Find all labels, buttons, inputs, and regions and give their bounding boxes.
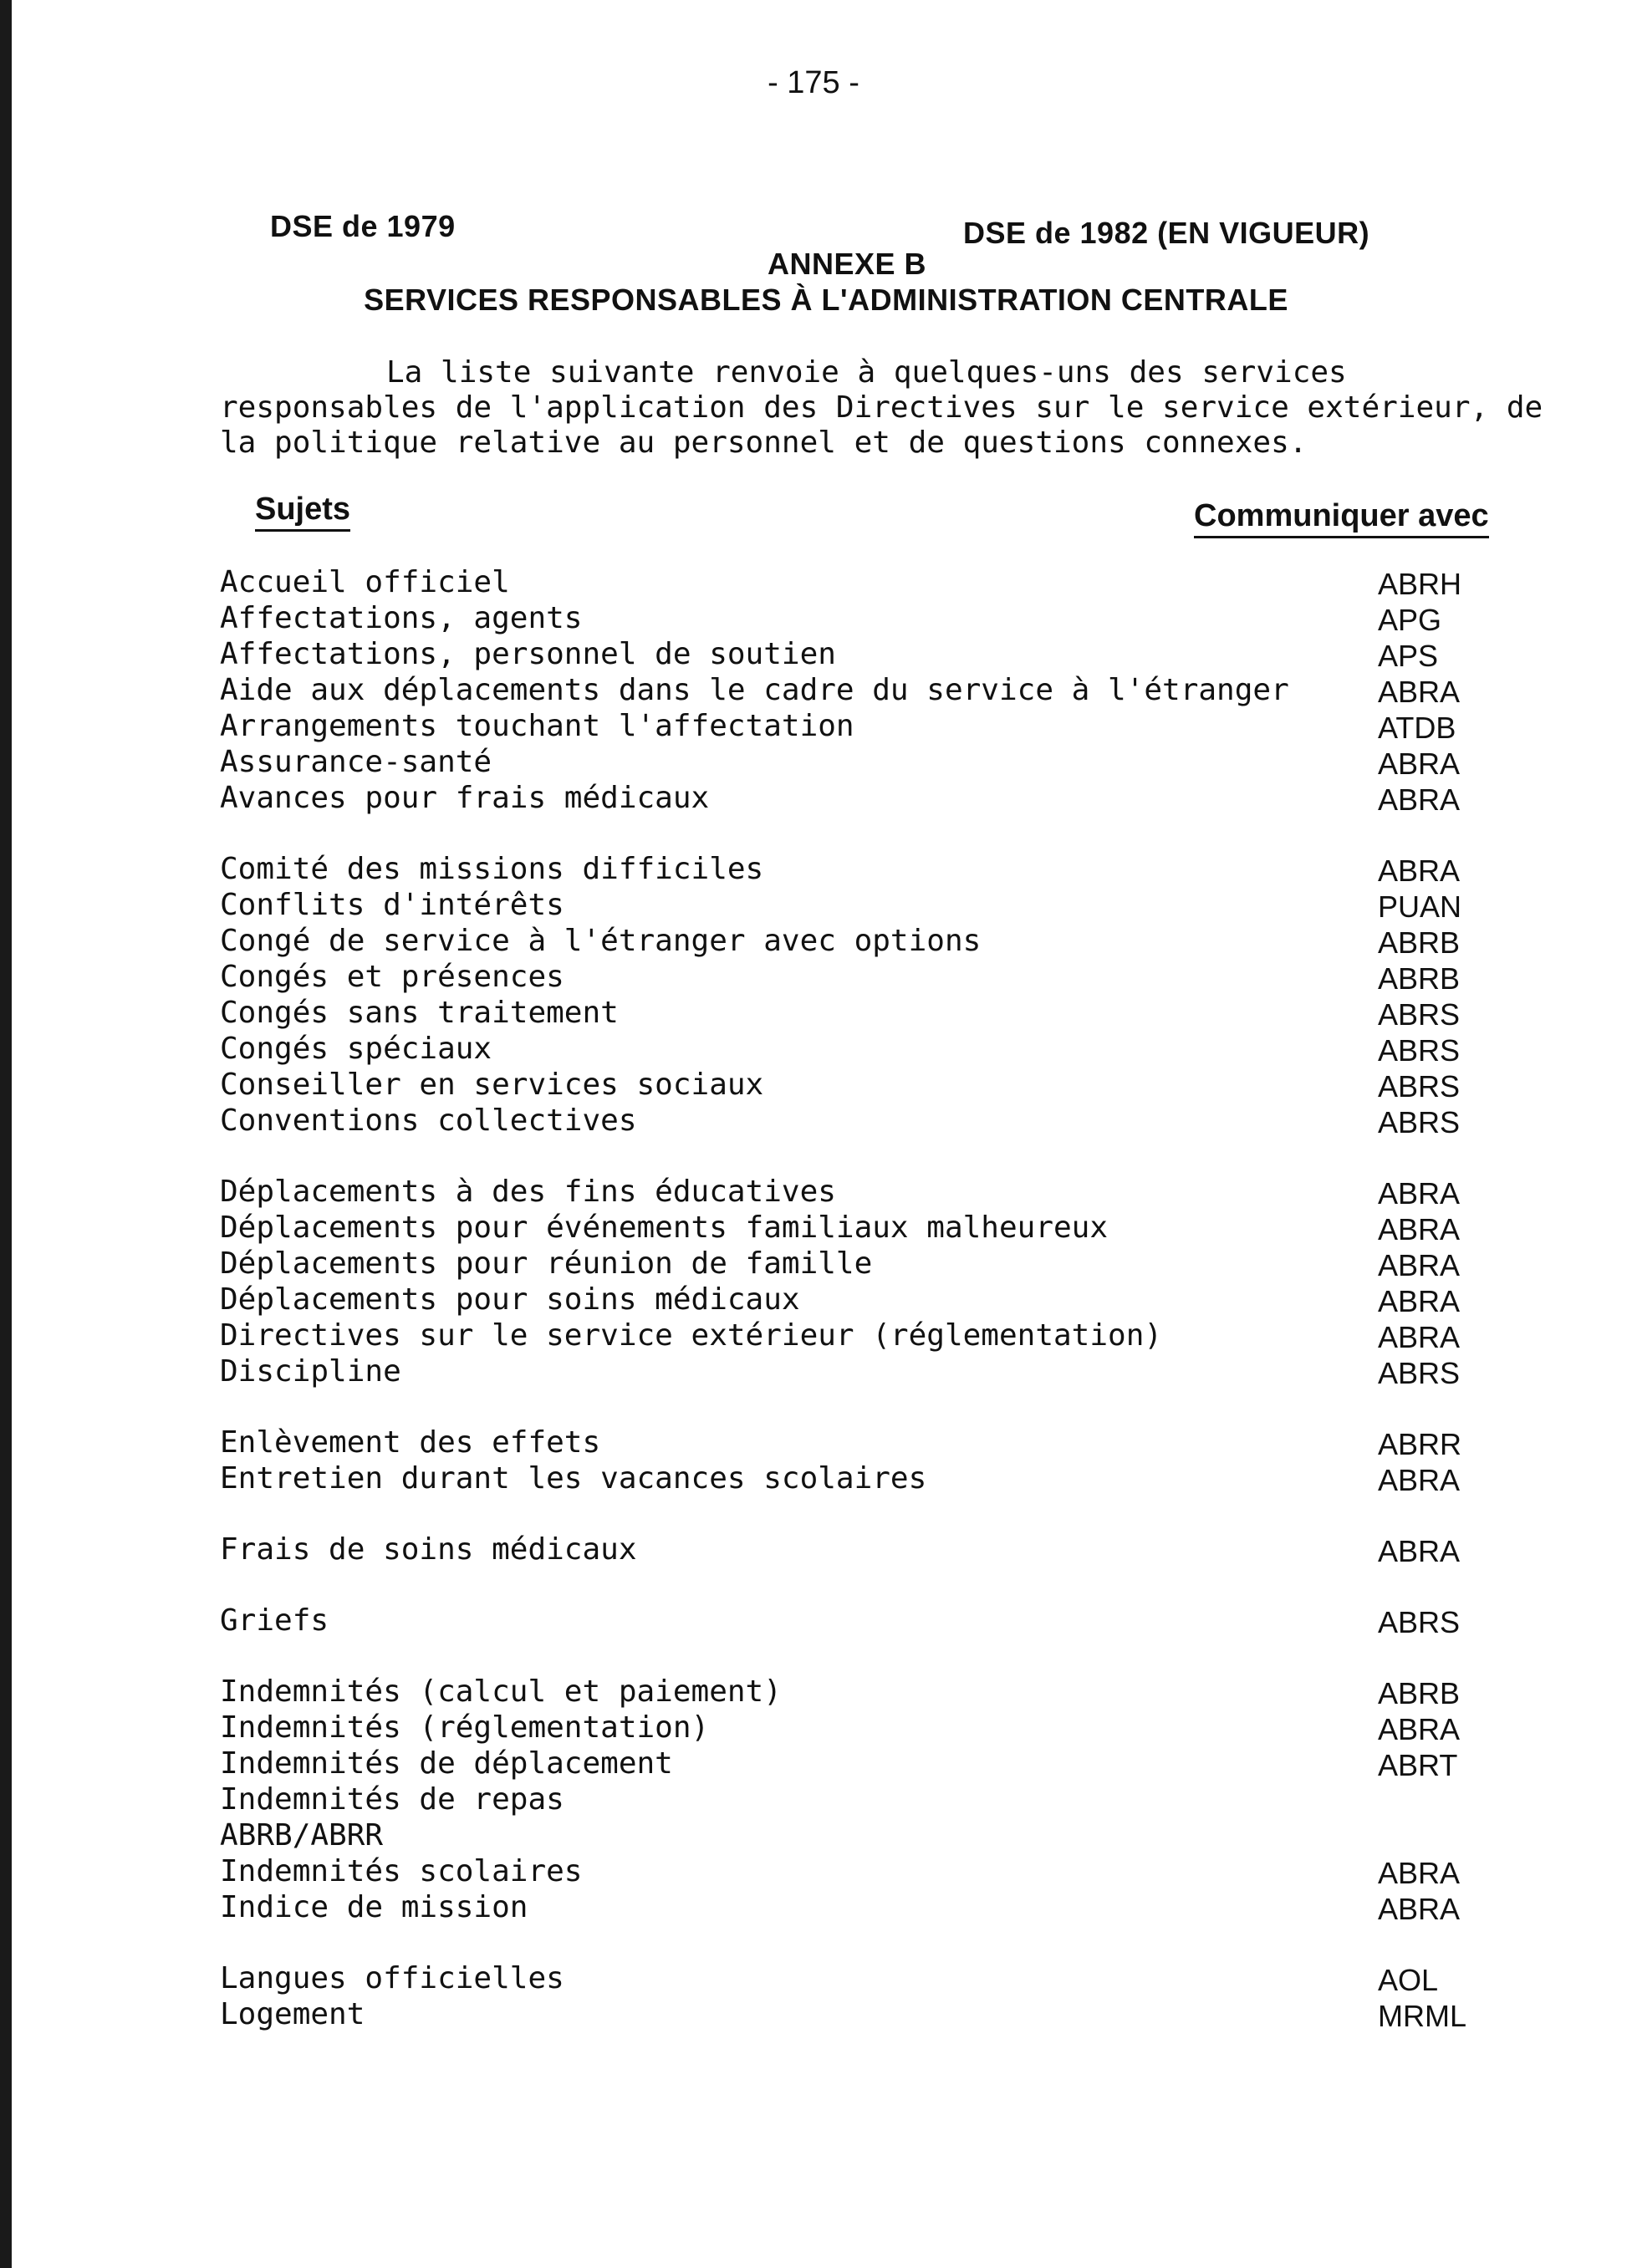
entry-subject: Frais de soins médicaux: [220, 1532, 637, 1567]
list-item: [220, 1674, 1461, 1710]
list-item: [220, 995, 1461, 1032]
list-item: [220, 1532, 1461, 1568]
entry-subject: Conseiller en services sociaux: [220, 1068, 764, 1102]
entry-contact-code: ABRS: [1378, 1069, 1461, 1103]
entry-subject: Indemnités de déplacement: [220, 1746, 673, 1781]
entry-subject: Discipline: [220, 1354, 401, 1389]
entry-contact-code: APS: [1378, 639, 1439, 673]
entry-subject: Accueil officiel: [220, 565, 510, 599]
list-item: [220, 1067, 1461, 1103]
entry-subject: Logement: [220, 1997, 365, 2031]
list-item: [220, 1853, 1461, 1890]
list-item: [220, 1889, 1461, 1926]
entry-contact-code: ABRA: [1378, 1463, 1461, 1497]
entry-contact-code: APG: [1378, 603, 1442, 637]
list-item: [220, 780, 1461, 817]
entry-contact-code: ABRB: [1378, 961, 1461, 996]
list-item: [220, 1246, 1461, 1282]
list-item: [220, 1817, 1457, 1853]
entry-contact-code: ABRH: [1378, 567, 1462, 601]
list-item: [220, 1960, 1457, 1996]
entry-contact-code: MRML: [1378, 1999, 1466, 2033]
entry-contact-code: ABRA: [1378, 675, 1461, 709]
entry-contact-code: ABRS: [1378, 1356, 1461, 1390]
entry-subject: Langues officielles: [220, 1961, 564, 1995]
list-item: [220, 1710, 1461, 1746]
annex-title: SERVICES RESPONSABLES À L'ADMINISTRATION CENTRALE: [364, 283, 1288, 317]
page-edge-shadow: [0, 0, 12, 2268]
entry-subject: Déplacements pour événements familiaux malheureux: [220, 1210, 1109, 1245]
column-header-contact: Communiquer avec: [1194, 498, 1489, 538]
entry-contact-code: ABRB: [1378, 925, 1461, 960]
entry-subject: Conventions collectives: [220, 1103, 637, 1138]
list-item: [220, 1282, 1461, 1318]
entry-contact-code: ABRA: [1378, 1212, 1461, 1246]
list-item: [220, 923, 1461, 960]
entry-contact-code: ABRA: [1378, 1284, 1461, 1318]
entry-contact-code: ABRA: [1378, 1856, 1461, 1890]
list-item: [220, 1603, 1461, 1639]
list-item: [220, 1210, 1461, 1246]
entry-subject: Aide aux déplacements dans le cadre du service à l'étranger: [220, 673, 1289, 707]
entry-subject: Enlèvement des effets: [220, 1425, 601, 1460]
entry-contact-code: ATDB: [1378, 711, 1456, 745]
intro-line-1: La liste suivante renvoie à quelques-uns des services: [386, 355, 1347, 390]
entry-contact-code: ABRA: [1378, 1534, 1461, 1568]
entry-subject: Congés spéciaux: [220, 1032, 492, 1066]
entry-subject: Indemnités (réglementation): [220, 1710, 710, 1745]
entry-subject: Indemnités (calcul et paiement): [220, 1674, 782, 1709]
entry-contact-code: ABRA: [1378, 1248, 1461, 1282]
entry-contact-code: ABRA: [1378, 747, 1461, 781]
entry-contact-code: ABRT: [1378, 1748, 1458, 1782]
entry-subject: Indemnités de repas: [220, 1782, 564, 1817]
entry-subject: Conflits d'intérêts: [220, 888, 564, 922]
entry-subject: Affectations, agents: [220, 601, 583, 635]
entry-subject: Déplacements pour soins médicaux: [220, 1282, 800, 1317]
list-item: [220, 1996, 1466, 2033]
list-item: [220, 1317, 1461, 1354]
entry-contact-code: ABRA: [1378, 1176, 1461, 1210]
list-item: [220, 636, 1457, 672]
intro-line-2: responsables de l'application des Directives sur le service extérieur, de: [220, 390, 1543, 425]
list-item: [220, 1460, 1461, 1497]
entry-contact-code: ABRA: [1378, 1892, 1461, 1926]
entry-group: [220, 1603, 1461, 1639]
entry-contact-code: AOL: [1378, 1963, 1439, 1997]
entry-group: [220, 564, 1462, 817]
entry-contact-code: ABRS: [1378, 1033, 1461, 1068]
entry-group: [220, 1960, 1466, 2033]
entry-subject: Entretien durant les vacances scolaires: [220, 1461, 927, 1496]
header-left-edition: DSE de 1979: [270, 209, 456, 243]
entry-contact-code: ABRA: [1378, 1320, 1461, 1354]
entry-contact-code: PUAN: [1378, 889, 1462, 924]
intro-line-3: la politique relative au personnel et de questions connexes.: [220, 426, 1308, 460]
list-item: [220, 1746, 1457, 1781]
list-item: [220, 959, 1461, 996]
entry-subject: Arrangements touchant l'affectation: [220, 709, 854, 743]
header-right-edition: DSE de 1982 (EN VIGUEUR): [963, 216, 1370, 250]
column-header-subject: Sujets: [255, 492, 350, 532]
entry-subject: ABRB/ABRR: [220, 1818, 384, 1853]
entry-subject: Comité des missions difficiles: [220, 852, 764, 886]
entry-group: [220, 1174, 1461, 1390]
entry-contact-code: ABRA: [1378, 1712, 1461, 1746]
list-item: [220, 887, 1462, 924]
entry-contact-code: ABRB: [1378, 1676, 1461, 1710]
list-item: [220, 1174, 1461, 1210]
list-item: [220, 672, 1461, 709]
list-item: [220, 708, 1457, 744]
annex-label: ANNEXE B: [767, 247, 927, 281]
page-number: - 175 -: [768, 65, 859, 100]
entry-subject: Avances pour frais médicaux: [220, 781, 710, 815]
entry-group: [220, 1674, 1461, 1926]
entry-subject: Congé de service à l'étranger avec options: [220, 924, 982, 958]
list-item: [220, 744, 1461, 781]
list-item: [220, 1031, 1461, 1068]
entry-subject: Directives sur le service extérieur (réglementation): [220, 1318, 1163, 1353]
entry-contact-code: ABRA: [1378, 782, 1461, 817]
entry-contact-code: ABRS: [1378, 1105, 1461, 1139]
entry-subject: Déplacements à des fins éducatives: [220, 1175, 836, 1209]
subject-contact-list: [220, 564, 1466, 2067]
entry-subject: Assurance-santé: [220, 745, 492, 779]
entry-group: [220, 1532, 1461, 1568]
list-item: [220, 1781, 1457, 1817]
entry-group: [220, 851, 1462, 1139]
entry-subject: Indice de mission: [220, 1890, 528, 1924]
list-item: [220, 1103, 1461, 1139]
list-item: [220, 1353, 1461, 1390]
entry-contact-code: ABRR: [1378, 1427, 1462, 1461]
entry-contact-code: ABRS: [1378, 997, 1461, 1032]
entry-subject: Congés sans traitement: [220, 996, 619, 1030]
entry-contact-code: ABRS: [1378, 1605, 1461, 1639]
entry-subject: Déplacements pour réunion de famille: [220, 1246, 873, 1281]
list-item: [220, 851, 1461, 888]
entry-subject: Griefs: [220, 1603, 329, 1638]
list-item: [220, 1425, 1462, 1461]
entry-subject: Congés et présences: [220, 960, 564, 994]
list-item: [220, 600, 1457, 636]
list-item: [220, 564, 1462, 601]
entry-subject: Affectations, personnel de soutien: [220, 637, 836, 671]
entry-subject: Indemnités scolaires: [220, 1854, 583, 1888]
entry-contact-code: ABRA: [1378, 854, 1461, 888]
entry-group: [220, 1425, 1462, 1497]
